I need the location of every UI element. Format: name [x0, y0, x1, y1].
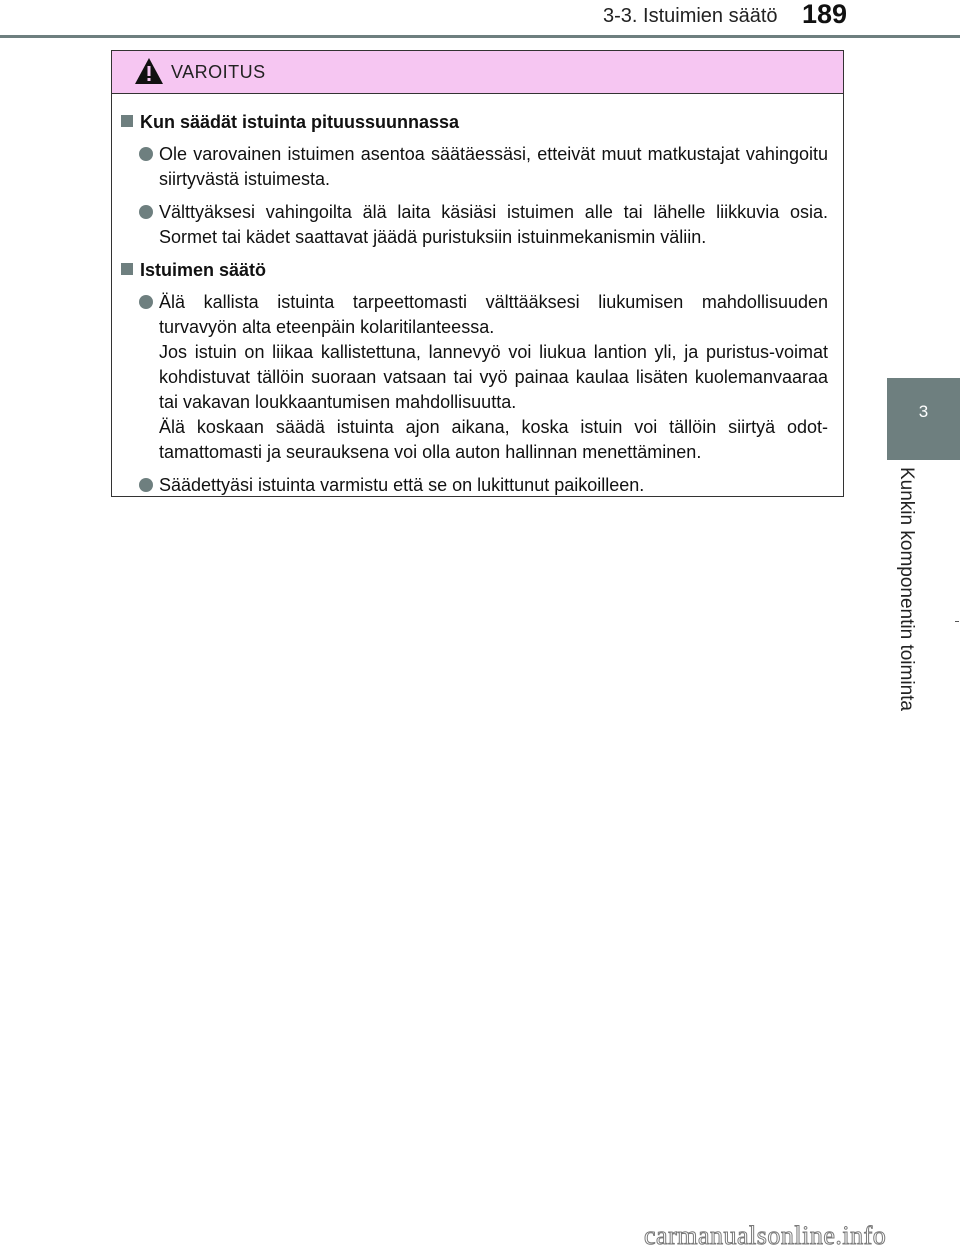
- item-text: Älä koskaan säädä istuinta ajon aikana, koska istuin voi tällöin siirtyä odot-tamattomasti ja seurauksena voi olla auton hallinnan menettäminen.: [159, 417, 828, 462]
- circle-bullet-icon: [139, 147, 153, 161]
- chapter-tab: [887, 378, 960, 460]
- square-bullet-icon: [121, 115, 133, 127]
- list-item: [120, 142, 828, 192]
- section-heading: [120, 110, 828, 135]
- section-heading-text: Kun säädät istuinta pituussuunnassa: [140, 112, 460, 132]
- section-title: 3-3. Istuimien säätö: [603, 5, 778, 27]
- circle-bullet-icon: [139, 478, 153, 492]
- warning-body: [112, 94, 843, 498]
- item-text: Jos istuin on liikaa kallistettuna, lannevyö voi liukua lantion yli, ja puristus-voimat kohdistuvat tällöin suoraan vatsaan tai vyö painaa kaulaa lisäten kuolemanvaaraa tai vakavan loukkaantumisen mahdollisuutta.: [159, 342, 828, 412]
- item-text: Älä kallista istuinta tarpeettomasti välttääksesi liukumisen mahdollisuuden turvavyön alta eteenpäin kolaritilanteessa.: [159, 292, 828, 337]
- item-text: Välttyäksesi vahingoilta älä laita käsiäsi istuimen alle tai lähelle liikkuvia osia. Sormet tai kädet saattavat jäädä puristuksiin istuinmekanismin väliin.: [159, 202, 828, 247]
- header-divider: [0, 35, 960, 38]
- page-header: [0, 0, 960, 40]
- circle-bullet-icon: [139, 295, 153, 309]
- chapter-label: [895, 467, 925, 727]
- item-text: Ole varovainen istuimen asentoa säätäessäsi, etteivät muut matkustajat vahingoitu siirtyvästä istuimesta.: [159, 144, 828, 189]
- chapter-label-text: Kunkin komponentin toiminta: [896, 467, 917, 711]
- warning-header: [112, 51, 843, 94]
- circle-bullet-icon: [139, 205, 153, 219]
- section-heading-text: Istuimen säätö: [140, 260, 267, 280]
- chapter-number: 3: [918, 402, 929, 421]
- warning-triangle-icon: [134, 57, 164, 85]
- list-item: [120, 200, 828, 250]
- list-item: [120, 473, 828, 498]
- warning-box: [111, 50, 844, 497]
- watermark-text: carmanualsonline.info: [644, 1223, 887, 1249]
- item-text: Säädettyäsi istuinta varmistu että se on lukittunut paikoilleen.: [159, 475, 645, 495]
- list-item: [120, 290, 828, 465]
- warning-title: VAROITUS: [171, 62, 266, 82]
- side-mark: [955, 621, 959, 622]
- square-bullet-icon: [121, 263, 133, 275]
- section-heading: [120, 258, 828, 283]
- watermark: [644, 1223, 960, 1249]
- page-number: 189: [802, 0, 848, 29]
